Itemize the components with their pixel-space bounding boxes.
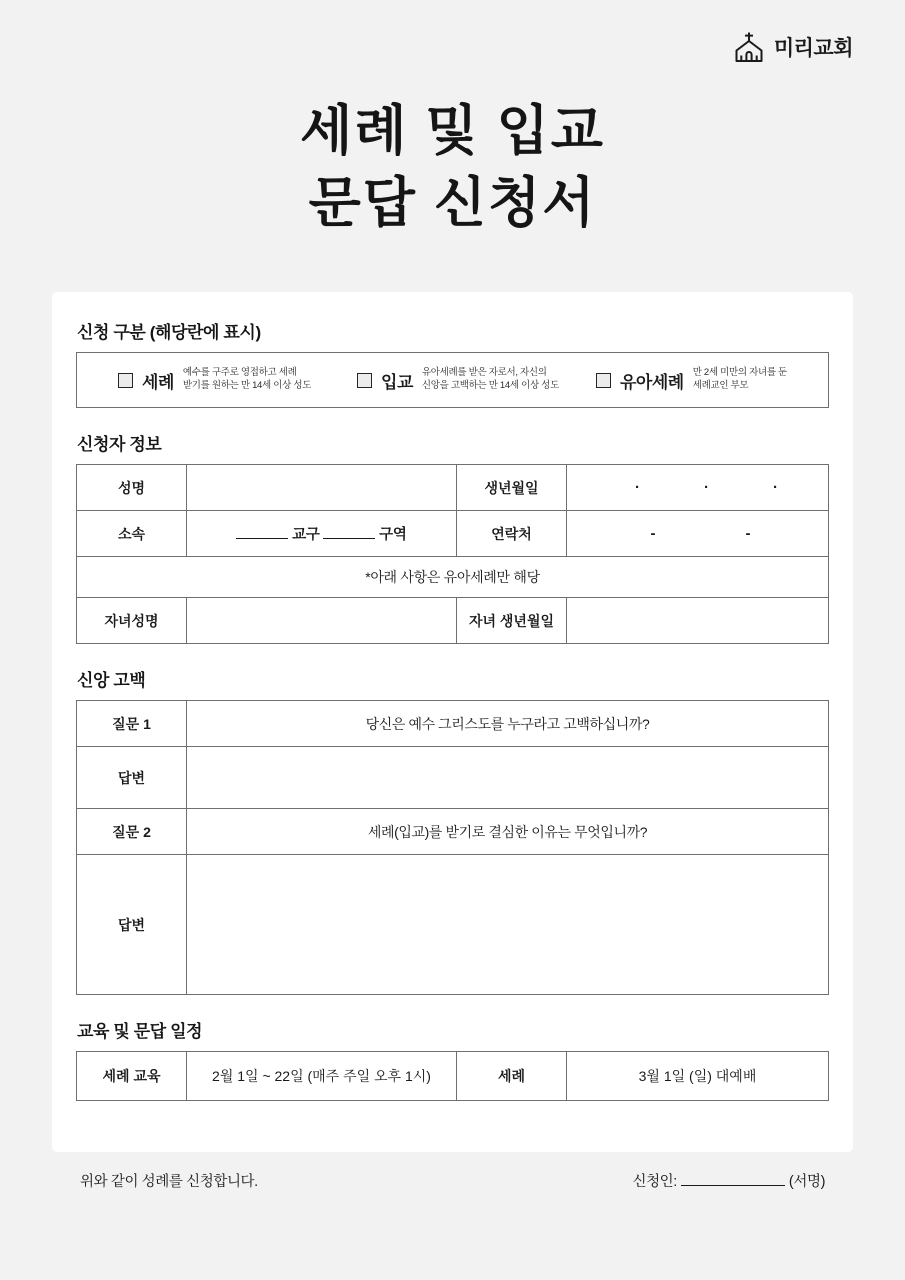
category-option-desc-line-1: 유아세례를 받은 자로서, 자신의 [421, 367, 547, 379]
checkbox-confirmation[interactable] [357, 373, 372, 388]
field-child-name[interactable] [187, 598, 457, 644]
field-answer-2[interactable] [187, 855, 829, 995]
label-answer-2: 답변 [77, 855, 187, 995]
table-row [77, 557, 829, 598]
signature-line[interactable] [681, 1185, 785, 1186]
value-baptism-date: 3월 1일 (일) 대예배 [567, 1052, 829, 1101]
table-row [77, 353, 829, 408]
faith-table [76, 700, 829, 995]
field-affiliation[interactable] [187, 511, 457, 557]
birthdate-separators: · · · [635, 479, 778, 496]
label-name: 성명 [77, 465, 187, 511]
infant-baptism-note: *아래 사항은 유아세례만 해당 [77, 557, 829, 598]
label-question-2: 질문 2 [77, 809, 187, 855]
category-option-desc-line-1: 만 2세 미만의 자녀를 둔 [692, 367, 787, 379]
category-option-desc-line-2: 세례교인 부모 [692, 380, 749, 391]
label-birthdate: 생년월일 [457, 465, 567, 511]
applicant-table [76, 464, 829, 644]
table-row [77, 747, 829, 809]
table-row [77, 1052, 829, 1101]
section-heading-category: 신청 구분 (해당란에 표시) [77, 323, 261, 342]
value-baptism-education: 2월 1일 ~ 22일 (매주 주일 오후 1시) [187, 1052, 457, 1101]
label-answer-1: 답변 [77, 747, 187, 809]
field-child-birthdate[interactable] [567, 598, 829, 644]
category-option-label: 입교 [381, 372, 413, 392]
label-question-1: 질문 1 [77, 701, 187, 747]
table-row [77, 511, 829, 557]
signature-note: (서명) [788, 1174, 825, 1190]
table-row [77, 598, 829, 644]
section-heading-schedule: 교육 및 문답 일정 [77, 1022, 203, 1041]
footer-statement: 위와 같이 성례를 신청합니다. [80, 1174, 258, 1190]
field-birthdate[interactable] [567, 465, 829, 511]
label-child-name: 자녀성명 [77, 598, 187, 644]
affiliation-district [323, 523, 406, 544]
signature-label: 신청인: [632, 1174, 677, 1190]
affiliation-unit-2: 구역 [379, 527, 407, 543]
question-2-text: 세례(입교)를 받기로 결심한 이유는 무엇입니까? [187, 809, 829, 855]
label-baptism-education: 세례 교육 [77, 1052, 187, 1101]
field-name[interactable] [187, 465, 457, 511]
brand-logo [732, 30, 853, 64]
section-heading-faith: 신앙 고백 [77, 671, 146, 690]
church-icon [732, 30, 766, 64]
page-title-line-1: 세례 및 입교 [300, 101, 605, 161]
table-row [77, 855, 829, 995]
category-table [76, 352, 829, 408]
field-answer-1[interactable] [187, 747, 829, 809]
category-option-label: 세례 [142, 372, 174, 392]
form-card [52, 292, 853, 1152]
table-row [77, 465, 829, 511]
schedule-table [76, 1051, 829, 1101]
category-option-desc-line-2: 신앙을 고백하는 만 14세 이상 성도 [421, 380, 559, 391]
signature-block [632, 1170, 825, 1191]
page-title [0, 96, 905, 240]
category-option-desc [421, 367, 559, 393]
category-option-confirmation[interactable] [357, 367, 559, 393]
affiliation-parish [236, 523, 319, 544]
question-1-text: 당신은 예수 그리스도를 누구라고 고백하십니까? [187, 701, 829, 747]
label-contact: 연락처 [457, 511, 567, 557]
brand-name: 미리교회 [773, 37, 853, 60]
category-options-cell [77, 353, 829, 408]
category-option-desc-line-1: 예수를 구주로 영접하고 세례 [182, 367, 297, 379]
category-option-desc-line-2: 받기를 원하는 만 14세 이상 성도 [182, 380, 312, 391]
label-affiliation: 소속 [77, 511, 187, 557]
category-option-desc [693, 367, 787, 393]
label-baptism-date: 세례 [457, 1052, 567, 1101]
label-child-birthdate: 자녀 생년월일 [457, 598, 567, 644]
affiliation-unit-1: 교구 [292, 527, 320, 543]
category-option-label: 유아세례 [619, 372, 684, 392]
field-contact[interactable] [567, 511, 829, 557]
checkbox-baptism[interactable] [118, 373, 133, 388]
footer [80, 1170, 825, 1191]
category-option-desc [182, 367, 312, 393]
page-title-line-2: 문답 신청서 [308, 172, 597, 233]
table-row [77, 701, 829, 747]
table-row [77, 809, 829, 855]
category-option-infant-baptism[interactable] [596, 367, 787, 393]
section-heading-applicant: 신청자 정보 [77, 435, 162, 454]
checkbox-infant-baptism[interactable] [596, 373, 611, 388]
category-option-baptism[interactable] [118, 367, 312, 393]
contact-separators: - - [650, 525, 751, 542]
